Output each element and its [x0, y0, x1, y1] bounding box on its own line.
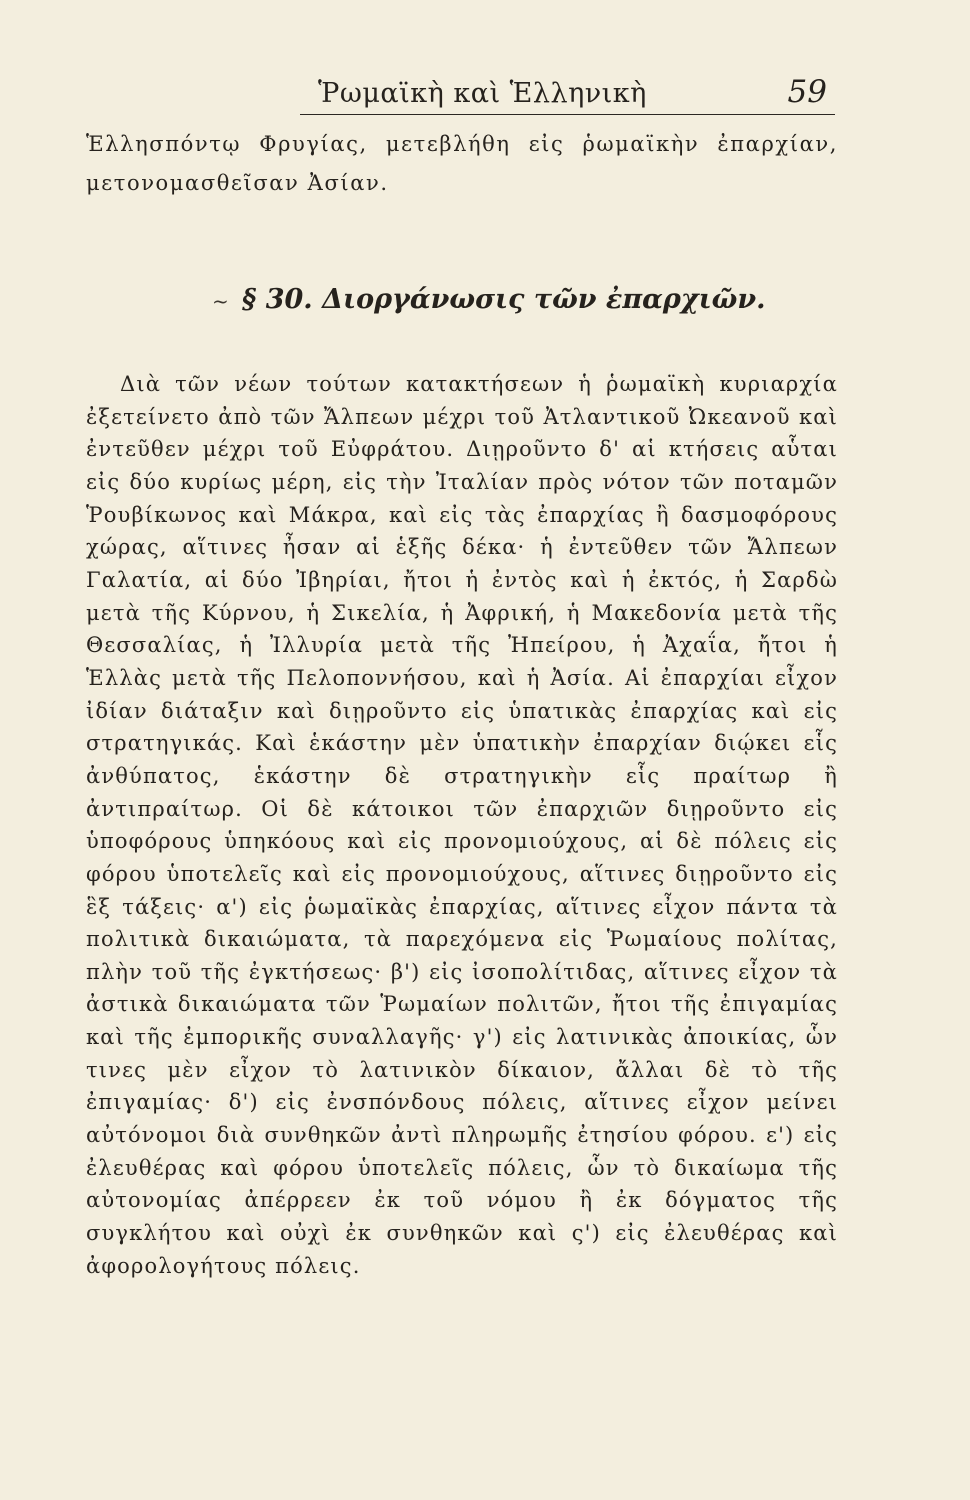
section-heading: [212, 284, 812, 315]
running-head: [300, 70, 835, 115]
running-title: Ῥωμαϊκὴ καὶ Ἑλληνικὴ: [318, 78, 647, 109]
main-paragraph: Διὰ τῶν νέων τούτων κατακτήσεων ἡ ῥωμαϊκὴ κυριαρχία ἐξετείνετο ἀπὸ τῶν Ἄλπεων μέχρι τοῦ Ἀτλαντικοῦ Ὠκεανοῦ καὶ ἐντεῦθεν μέχρι τοῦ Εὐφράτου. Διῃροῦντο δ' αἱ κτήσεις αὗται εἰς δύο κυρίως μέρη, εἰς τὴν Ἰταλίαν πρὸς νότον τῶν ποταμῶν Ῥουβίκωνος καὶ Μάκρα, καὶ εἰς τὰς ἐπαρχίας ἢ δασμοφόρους χώρας, αἵτινες ἦσαν αἱ ἑξῆς δέκα· ἡ ἐντεῦθεν τῶν Ἄλπεων Γαλατία, αἱ δύο Ἰβηρίαι, ἤτοι ἡ ἐντὸς καὶ ἡ ἐκτός, ἡ Σαρδὼ μετὰ τῆς Κύρνου, ἡ Σικελία, ἡ Ἀφρική, ἡ Μακεδονία μετὰ τῆς Θεσσαλίας, ἡ Ἰλλυρία μετὰ τῆς Ἠπείρου, ἡ Ἀχαΐα, ἤτοι ἡ Ἑλλὰς μετὰ τῆς Πελοποννήσου, καὶ ἡ Ἀσία. Αἱ ἐπαρχίαι εἶχον ἰδίαν διάταξιν καὶ διῃροῦντο εἰς ὑπατικὰς ἐπαρχίας καὶ εἰς στρατηγικάς. Καὶ ἑκάστην μὲν ὑπατικὴν ἐπαρχίαν διῴκει εἷς ἀνθύπατος, ἑκάστην δὲ στρατηγικὴν εἷς πραίτωρ ἢ ἀντιπραίτωρ. Οἱ δὲ κάτοικοι τῶν ἐπαρχιῶν διῃροῦντο εἰς ὑποφόρους ὑπηκόους καὶ εἰς προνομιούχους, αἱ δὲ πόλεις εἰς φόρου ὑποτελεῖς καὶ εἰς προνομιούχους, αἵτινες διῃροῦντο εἰς ἓξ τάξεις· α') εἰς ῥωμαϊκὰς ἐπαρχίας, αἵτινες εἶχον πάντα τὰ πολιτικὰ δικαιώματα, τὰ παρεχόμενα εἰς Ῥωμαίους πολίτας, πλὴν τοῦ τῆς ἐγκτήσεως· β') εἰς ἰσοπολίτιδας, αἵτινες εἶχον τὰ ἀστικὰ δικαιώματα τῶν Ῥωμαίων πολιτῶν, ἤτοι τῆς ἐπιγαμίας καὶ τῆς ἐμπορικῆς συναλλαγῆς· γ') εἰς λατινικὰς ἀποικίας, ὧν τινες μὲν εἶχον τὸ λατινικὸν δίκαιον, ἄλλαι δὲ τὸ τῆς ἐπιγαμίας· δ') εἰς ἐνσπόνδους πόλεις, αἵτινες εἶχον μείνει αὐτόνομοι διὰ συνθηκῶν ἀντὶ πληρωμῆς ἐτησίου φόρου. ε') εἰς ἐλευθέρας καὶ φόρου ὑποτελεῖς πόλεις, ὧν τὸ δικαίωμα τῆς αὐτονομίας ἀπέρρεεν ἐκ τοῦ νόμου ἢ ἐκ δόγματος τῆς συγκλήτου καὶ οὐχὶ ἐκ συνθηκῶν καὶ ς') εἰς ἐλευθέρας καὶ ἀφορολογήτους πόλεις.: [86, 372, 838, 1278]
carry-over-paragraph: Ἑλλησπόντῳ Φρυγίας, μετεβλήθη εἰς ῥωμαϊκὴν ἐπαρχίαν, μετονομασθεῖσαν Ἀσίαν.: [86, 132, 838, 195]
page-number: 59: [787, 74, 827, 110]
section-mark: ~: [212, 289, 229, 313]
section-heading-text: § 30. Διοργάνωσις τῶν ἐπαρχιῶν.: [242, 284, 766, 315]
